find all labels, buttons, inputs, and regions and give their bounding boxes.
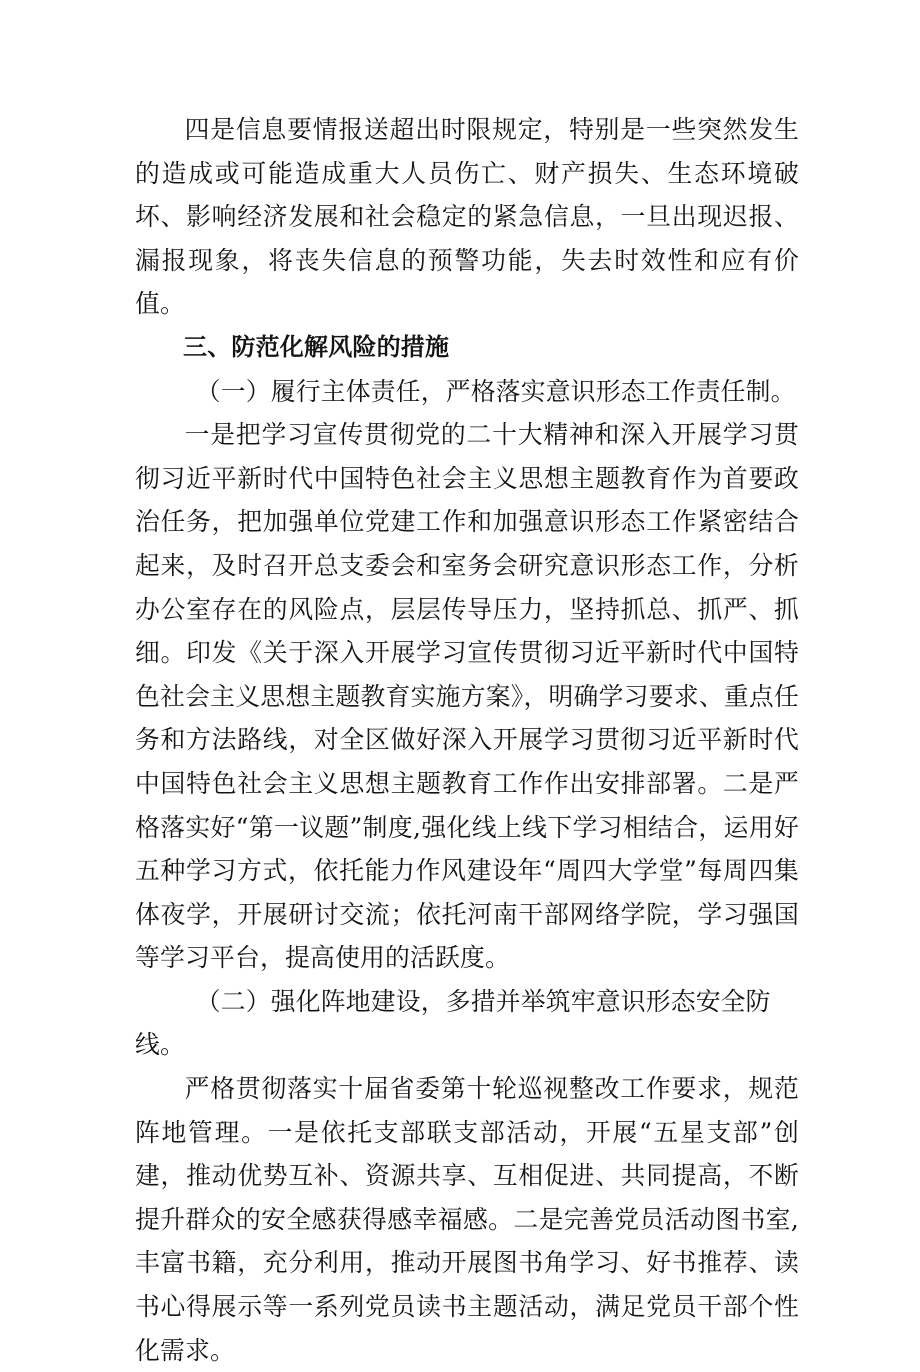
subheading-position-building: （二）强化阵地建设，多措并举筑牢意识形态安全防线。 [135, 986, 771, 1060]
paragraph-position-management: 严格贯彻落实十届省委第十轮巡视整改工作要求，规范阵地管理。一是依托支部联支部活动，开展“五星支部”创建，推动优势互补、资源共享、互相促进、共同提高，不断提升群众的安全感获得感幸福感。二是完善党员活动图书室,丰富书籍，充分利用，推动开展图书角学习、好书推荐、读书心得展示等一系列党员读书主题活动，满足党员干部个性化需求。 [135, 1074, 799, 1365]
paragraph-study-measures: 一是把学习宣传贯彻党的二十大精神和深入开展学习贯彻习近平新时代中国特色社会主义思想主题教育作为首要政治任务，把加强单位党建工作和加强意识形态工作紧密结合起来，及时召开总支委会和室务会研究意识形态工作，分析办公室存在的风险点，层层传导压力，坚持抓总、抓严、抓细。印发《关于深入开展学习宣传贯彻习近平新时代中国特色社会主义思想主题教育实施方案》，明确学习要求、重点任务和方法路线，对全区做好深入开展学习贯彻习近平新时代中国特色社会主义思想主题教育工作作出安排部署。二是严格落实好“第一议题”制度,强化线上线下学习相结合，运用好五种学习方式，依托能力作风建设年“周四大学堂”每周四集体夜学，开展研讨交流；依托河南干部网络学院，学习强国等学习平台，提高使用的活跃度。 [135, 420, 799, 973]
document-page [135, 108, 799, 1372]
section-heading-risk-measures: 三、防范化解风险的措施 [183, 332, 450, 361]
paragraph-info-reporting: 四是信息要情报送超出时限规定，特别是一些突然发生的造成或可能造成重大人员伤亡、财产损失、生态环境破坏、影响经济发展和社会稳定的紧急信息，一旦出现迟报、漏报现象，将丧失信息的预警功能，失去时效性和应有价值。 [135, 115, 799, 319]
subheading-responsibility: （一）履行主体责任，严格落实意识形态工作责任制。 [195, 376, 796, 406]
